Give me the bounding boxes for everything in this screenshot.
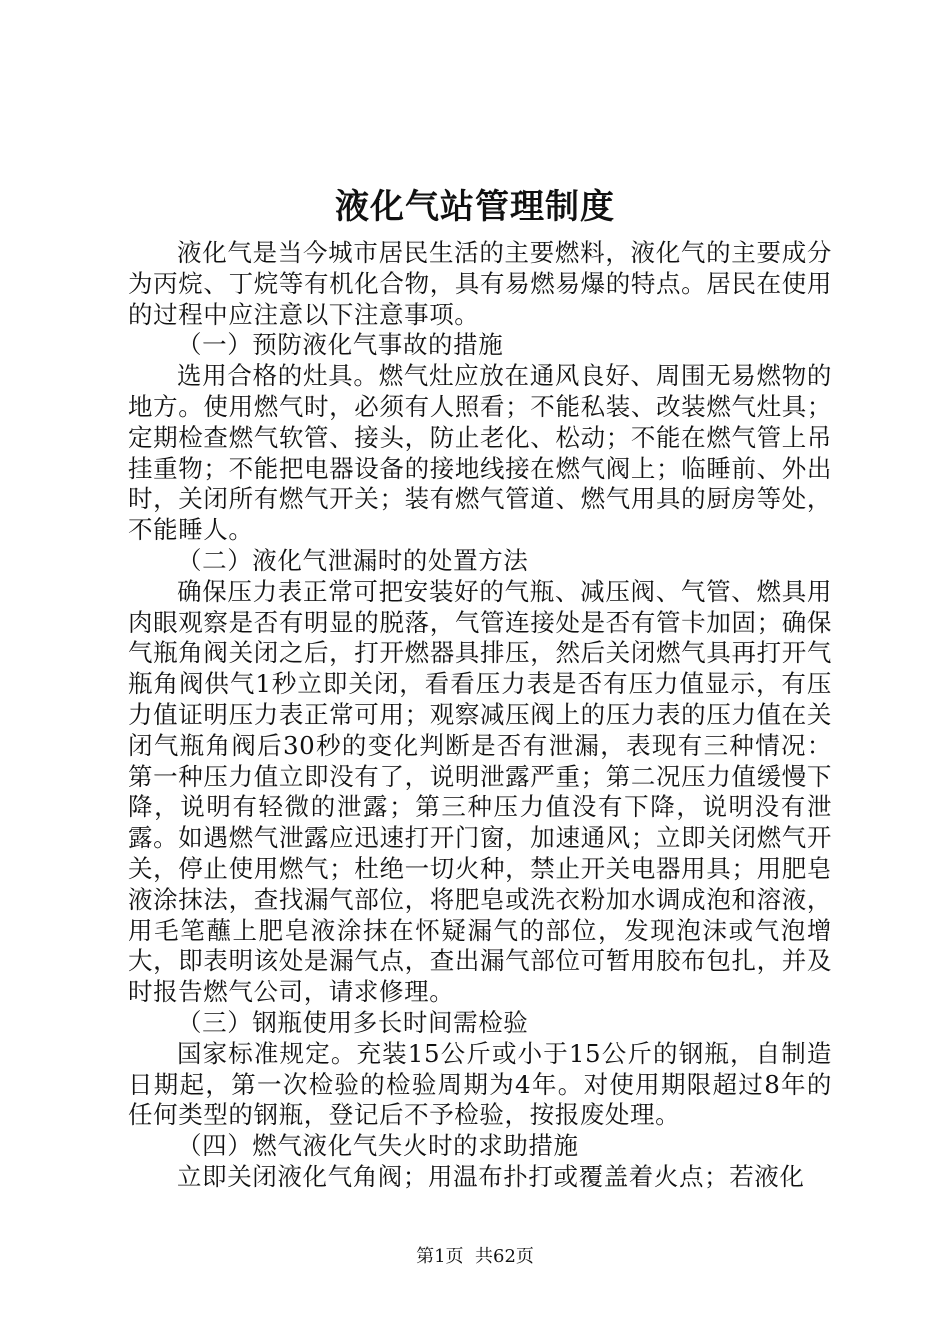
section-heading-2: （二）液化气泄漏时的处置方法 (177, 545, 529, 575)
page-footer (0, 1245, 950, 1269)
section-paragraph-1: 选用合格的灶具。燃气灶应放在通风良好、周围无易燃物的地方。使用燃气时，必须有人照看；不能私装、改装燃气灶具；定期检查燃气软管、接头，防止老化、松动；不能在燃气管上吊挂重物；不能把电器设备的接地线接在燃气阀上；临睡前、外出时，关闭所有燃气开关；装有燃气管道、燃气用具的厨房等处，不能睡人。 (128, 361, 832, 545)
section-paragraph-3: 国家标准规定。充装15公斤或小于15公斤的钢瓶，自制造日期起，第一次检验的检验周期为4年。对使用期限超过8年的任何类型的钢瓶，登记后不予检验，按报废处理。 (128, 1038, 832, 1130)
page-number: 第1页 共62页 (416, 1246, 534, 1267)
section-heading-1: （一）预防液化气事故的措施 (177, 330, 504, 360)
section-heading-4: （四）燃气液化气失火时的求助措施 (177, 1131, 579, 1161)
section-paragraph-4: 立即关闭液化气角阀；用温布扑打或覆盖着火点；若液化 (177, 1161, 805, 1191)
section-paragraph-2: 确保压力表正常可把安装好的气瓶、减压阀、气管、燃具用肉眼观察是否有明显的脱落，气管连接处是否有管卡加固；确保气瓶角阀关闭之后，打开燃器具排压，然后关闭燃气具再打开气瓶角阀供气1秒立即关闭，看看压力表是否有压力值显示，有压力值证明压力表正常可用；观察减压阀上的压力表的压力值在关闭气瓶角阀后30秒的变化判断是否有泄漏，表现有三种情况：第一种压力值立即没有了，说明泄露严重；第二况压力值缓慢下降，说明有轻微的泄露；第三种压力值没有下降，说明没有泄露。如遇燃气泄露应迅速打开门窗，加速通风；立即关闭燃气开关，停止使用燃气；杜绝一切火种，禁止开关电器用具；用肥皂液涂抹法，查找漏气部位，将肥皂或洗衣粉加水调成泡和溶液，用毛笔蘸上肥皂液涂抹在怀疑漏气的部位，发现泡沫或气泡增大，即表明该处是漏气点，查出漏气部位可暂用胶布包扎，并及时报告燃气公司，请求修理。 (128, 576, 832, 1007)
section-heading-3: （三）钢瓶使用多长时间需检验 (177, 1007, 529, 1037)
page-title: 液化气站管理制度 (335, 187, 615, 227)
document-body (128, 238, 832, 1193)
intro-paragraph: 液化气是当今城市居民生活的主要燃料，液化气的主要成分为丙烷、丁烷等有机化合物，具有易燃易爆的特点。居民在使用的过程中应注意以下注意事项。 (128, 238, 832, 329)
